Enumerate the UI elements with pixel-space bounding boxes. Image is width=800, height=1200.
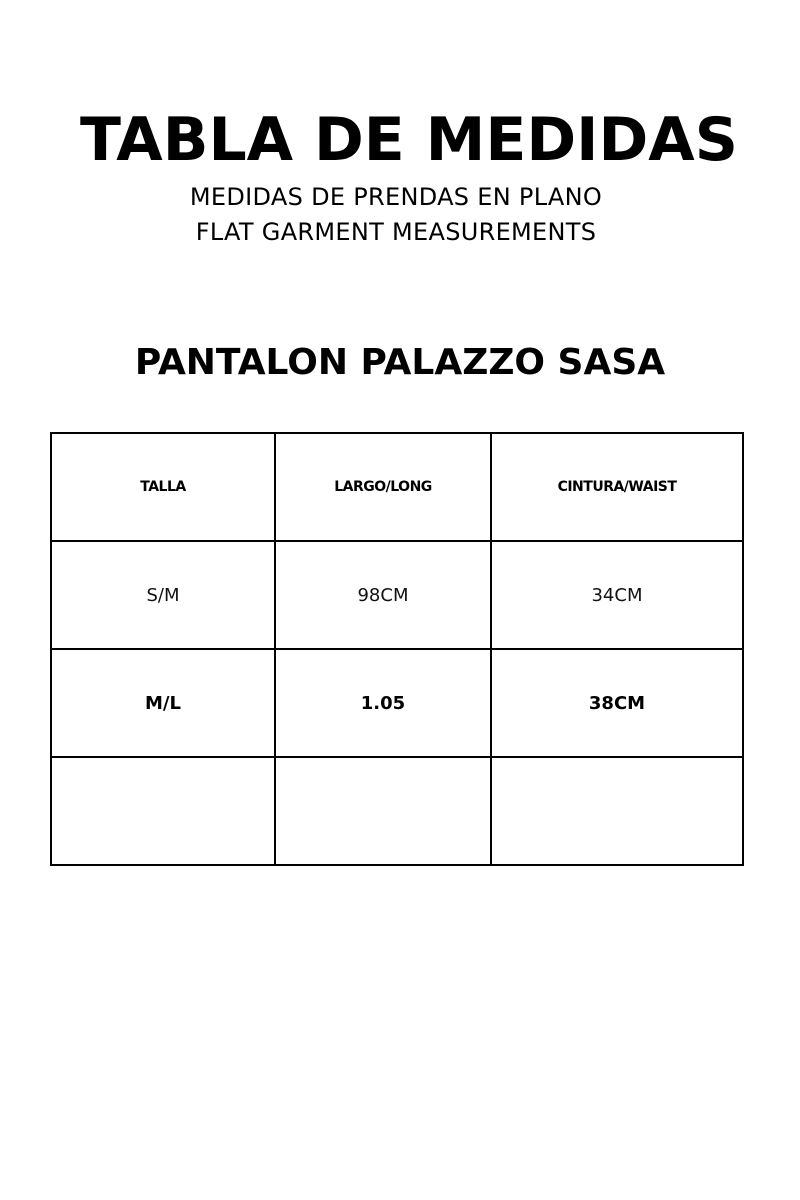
product-name: PANTALON PALAZZO SASA (134, 342, 666, 383)
table-row-empty (51, 757, 743, 865)
table-header-row (51, 433, 743, 541)
table-row (51, 541, 743, 649)
page-title: TABLA DE MEDIDAS (80, 105, 738, 175)
table-row (51, 649, 743, 757)
column-header-size: TALLA (51, 433, 275, 541)
cell-length (275, 757, 491, 865)
cell-length: 1.05 (275, 649, 491, 757)
subtitle-spanish: MEDIDAS DE PRENDAS EN PLANO (189, 183, 603, 211)
cell-size: M/L (51, 649, 275, 757)
cell-waist (491, 757, 743, 865)
subtitle-english: FLAT GARMENT MEASUREMENTS (195, 218, 597, 246)
cell-size: S/M (51, 541, 275, 649)
column-header-length: LARGO/LONG (275, 433, 491, 541)
column-header-waist: CINTURA/WAIST (491, 433, 743, 541)
size-chart-table (50, 432, 744, 866)
cell-size (51, 757, 275, 865)
cell-waist: 34CM (491, 541, 743, 649)
cell-waist: 38CM (491, 649, 743, 757)
cell-length: 98CM (275, 541, 491, 649)
